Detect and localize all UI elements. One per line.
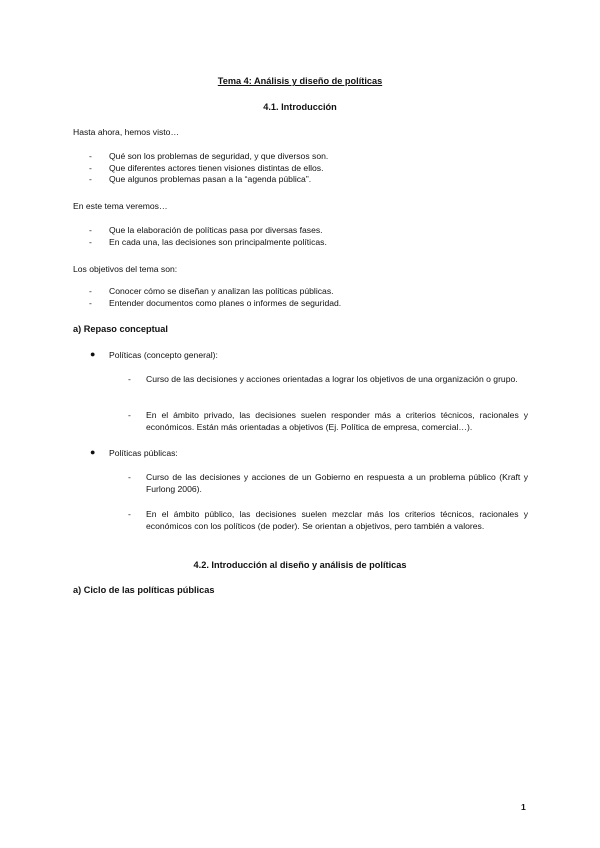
list-item: - En cada una, las decisiones son principalmente políticas.	[73, 237, 327, 249]
ciclo-heading: a) Ciclo de las políticas públicas	[73, 585, 215, 595]
bullet-label: Políticas públicas:	[109, 448, 178, 458]
list-item: - Entender documentos como planes o informes de seguridad.	[73, 298, 341, 310]
bullet-icon: ●	[90, 447, 96, 457]
sub-item: - Curso de las decisiones y acciones de un Gobierno en respuesta a un problema público (Kraft y Furlong 2006).	[128, 472, 528, 494]
list-item: - Que algunos problemas pasan a la “agenda pública”.	[73, 174, 328, 186]
tema-lead: En este tema veremos…	[73, 201, 168, 211]
section-heading-4-2: 4.2. Introducción al diseño y análisis de políticas	[193, 560, 407, 570]
sub-item: - En el ámbito privado, las decisiones suelen responder más a criterios técnicos, racionales y económicos. Están más orientadas a objetivos (Ej. Política de empresa, comercial…).	[128, 410, 528, 432]
sub-item: - Curso de las decisiones y acciones orientadas a lograr los objetivos de una organización o grupo.	[128, 374, 518, 384]
list-item: - Qué son los problemas de seguridad, y que diversos son.	[73, 151, 328, 163]
page-number: 1	[521, 802, 526, 812]
objetivos-list	[73, 286, 341, 309]
document-title: Tema 4: Análisis y diseño de políticas	[217, 76, 383, 86]
list-item: - Que la elaboración de políticas pasa por diversas fases.	[73, 225, 327, 237]
bullet-label: Políticas (concepto general):	[109, 350, 218, 360]
objetivos-lead: Los objetivos del tema son:	[73, 264, 178, 274]
section-heading-4-1: 4.1. Introducción	[263, 102, 337, 112]
intro-lead: Hasta ahora, hemos visto…	[73, 127, 180, 137]
list-item: - Conocer cómo se diseñan y analizan las políticas públicas.	[73, 286, 341, 298]
bullet-icon: ●	[90, 349, 96, 359]
intro-list	[73, 151, 328, 186]
list-item: - Que diferentes actores tienen visiones distintas de ellos.	[73, 163, 328, 175]
sub-item: - En el ámbito público, las decisiones suelen mezclar más los criterios técnicos, racionales y económicos con los políticos (de poder). Se orientan a objetivos, pero también a valores.	[128, 509, 528, 531]
repaso-heading: a) Repaso conceptual	[73, 324, 168, 334]
tema-list	[73, 225, 327, 248]
